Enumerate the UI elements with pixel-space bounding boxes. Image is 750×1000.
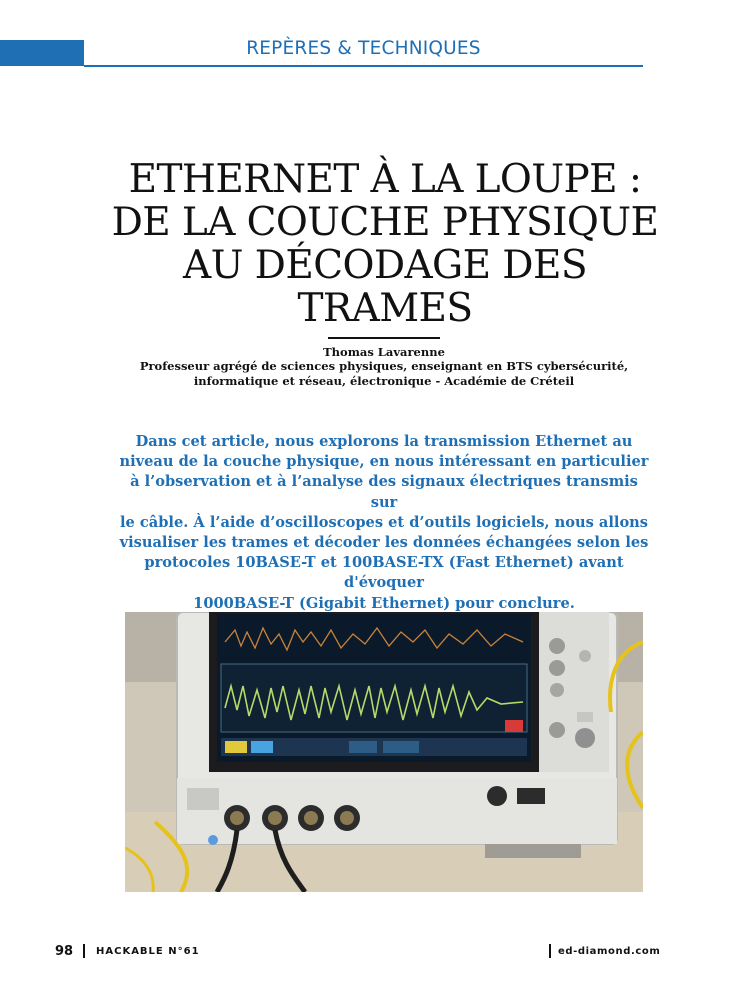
oscilloscope-illustration xyxy=(125,612,643,892)
oscilloscope-photo xyxy=(125,612,643,892)
abstract-line: visualiser les trames et décoder les données échangées selon les xyxy=(119,534,649,552)
author-bio-line: informatique et réseau, électronique - Académie de Créteil xyxy=(193,374,575,388)
article-abstract xyxy=(116,432,652,614)
footer-separator xyxy=(83,944,85,958)
title-divider xyxy=(328,337,440,339)
title-line: TRAMES xyxy=(297,286,473,331)
abstract-line: le câble. À l’aide d’oscilloscopes et d’outils logiciels, nous allons xyxy=(119,513,649,531)
article-title xyxy=(100,158,670,330)
title-line: AU DÉCODAGE DES xyxy=(183,243,587,288)
website-link[interactable]: ed-diamond.com xyxy=(558,946,661,957)
footer-separator xyxy=(549,944,551,958)
abstract-line: Dans cet article, nous explorons la transmission Ethernet au xyxy=(135,433,633,450)
abstract-line: niveau de la couche physique, en nous intéressant en particulier xyxy=(119,453,649,471)
section-label: REPÈRES & TECHNIQUES xyxy=(246,38,481,59)
author-name: Thomas Lavarenne xyxy=(323,345,445,359)
magazine-issue: HACKABLE N°61 xyxy=(96,946,200,957)
author-bio-line: Professeur agrégé de sciences physiques, enseignant en BTS cybersécurité, xyxy=(139,359,629,373)
page-number: 98 xyxy=(55,944,74,959)
section-color-bar xyxy=(0,40,84,66)
title-line: ETHERNET À LA LOUPE : xyxy=(128,157,642,202)
section-rule xyxy=(84,65,643,67)
title-line: DE LA COUCHE PHYSIQUE xyxy=(111,200,659,245)
author-bio xyxy=(100,359,668,389)
abstract-line: 1000BASE-T (Gigabit Ethernet) pour conclure. xyxy=(193,594,575,612)
abstract-line: à l’observation et à l’analyse des signaux électriques transmis sur xyxy=(130,473,638,511)
abstract-line: protocoles 10BASE-T et 100BASE-TX (Fast Ethernet) avant d'évoquer xyxy=(144,554,624,592)
